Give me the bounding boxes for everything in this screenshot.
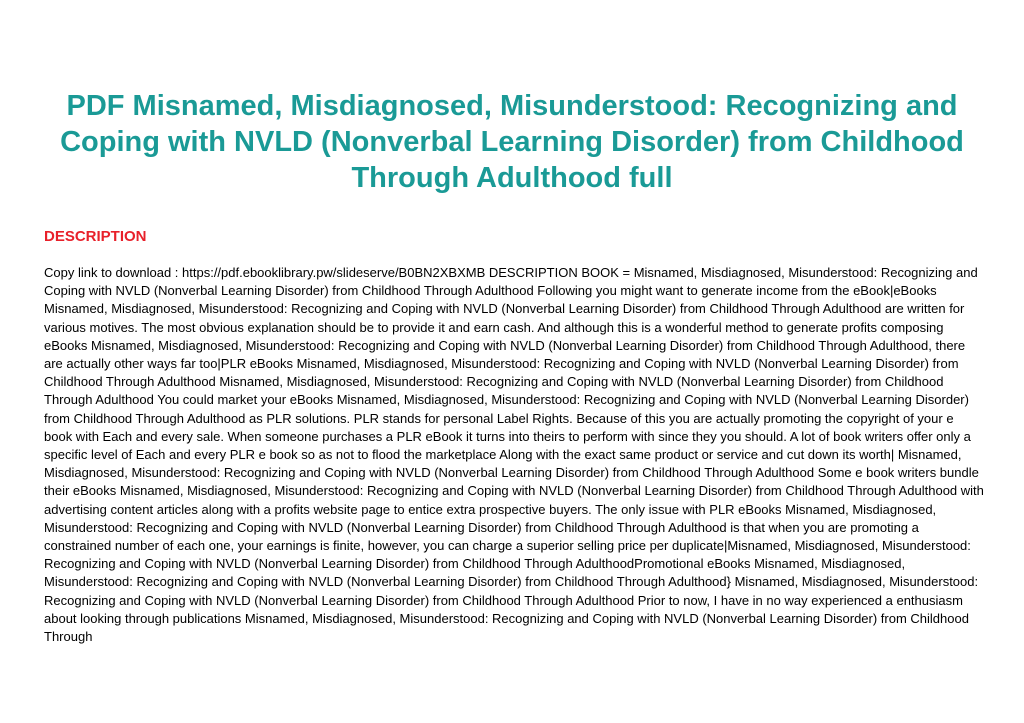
section-heading-description: DESCRIPTION: [44, 228, 147, 245]
description-body: Copy link to download : https://pdf.ebooklibrary.pw/slideserve/B0BN2XBXMB DESCRIPTION BOOK = Misnamed, Misdiagnosed, Misunderstood: Recognizing and Coping with NVLD (Nonverbal Learning Disorder) from Childhood Through Adulthood Following you might want to generate income from the eBook|eBooks Misnamed, Misdiagnosed, Misunderstood: Recognizing and Coping with NVLD (Nonverbal Learning Disorder) from Childhood Through Adulthood are written for various motives. The most obvious explanation should be to provide it and earn cash. And although this is a wonderful method to generate profits composing eBooks Misnamed, Misdiagnosed, Misunderstood: Recognizing and Coping with NVLD (Nonverbal Learning Disorder) from Childhood Through Adulthood, there are actually other ways far too|PLR eBooks Misnamed, Misdiagnosed, Misunderstood: Recognizing and Coping with NVLD (Nonverbal Learning Disorder) from Childhood Through Adulthood Misnamed, Misdiagnosed, Misunderstood: Recognizing and Coping with NVLD (Nonverbal Learning Disorder) from Childhood Through Adulthood You could market your eBooks Misnamed, Misdiagnosed, Misunderstood: Recognizing and Coping with NVLD (Nonverbal Learning Disorder) from Childhood Through Adulthood as PLR solutions. PLR stands for personal Label Rights. Because of this you are actually promoting the copyright of your e book with Each and every sale. When someone purchases a PLR eBook it turns into theirs to perform with since they you should. A lot of book writers offer only a specific level of Each and every PLR e book so as not to flood the marketplace Along with the exact same product or service and cut down its worth| Misnamed, Misdiagnosed, Misunderstood: Recognizing and Coping with NVLD (Nonverbal Learning Disorder) from Childhood Through Adulthood Some e book writers bundle their eBooks Misnamed, Misdiagnosed, Misunderstood: Recognizing and Coping with NVLD (Nonverbal Learning Disorder) from Childhood Through Adulthood with advertising content articles along with a profits website page to entice extra prospective buyers. The only issue with PLR eBooks Misnamed, Misdiagnosed, Misunderstood: Recognizing and Coping with NVLD (Nonverbal Learning Disorder) from Childhood Through Adulthood is that when you are promoting a constrained number of each one, your earnings is finite, however, you can charge a superior selling price per duplicate|Misnamed, Misdiagnosed, Misunderstood: Recognizing and Coping with NVLD (Nonverbal Learning Disorder) from Childhood Through AdulthoodPromotional eBooks Misnamed, Misdiagnosed, Misunderstood: Recognizing and Coping with NVLD (Nonverbal Learning Disorder) from Childhood Through Adulthood} Misnamed, Misdiagnosed, Misunderstood: Recognizing and Coping with NVLD (Nonverbal Learning Disorder) from Childhood Through Adulthood Prior to now, I have in no way experienced a enthusiasm about looking through publications Misnamed, Misdiagnosed, Misunderstood: Recognizing and Coping with NVLD (Nonverbal Learning Disorder) from Childhood Through: [44, 265, 984, 645]
document-title: PDF Misnamed, Misdiagnosed, Misunderstood: Recognizing and Coping with NVLD (Nonverbal Learning Disorder) from Childhood Through Adulthood full: [60, 90, 964, 194]
